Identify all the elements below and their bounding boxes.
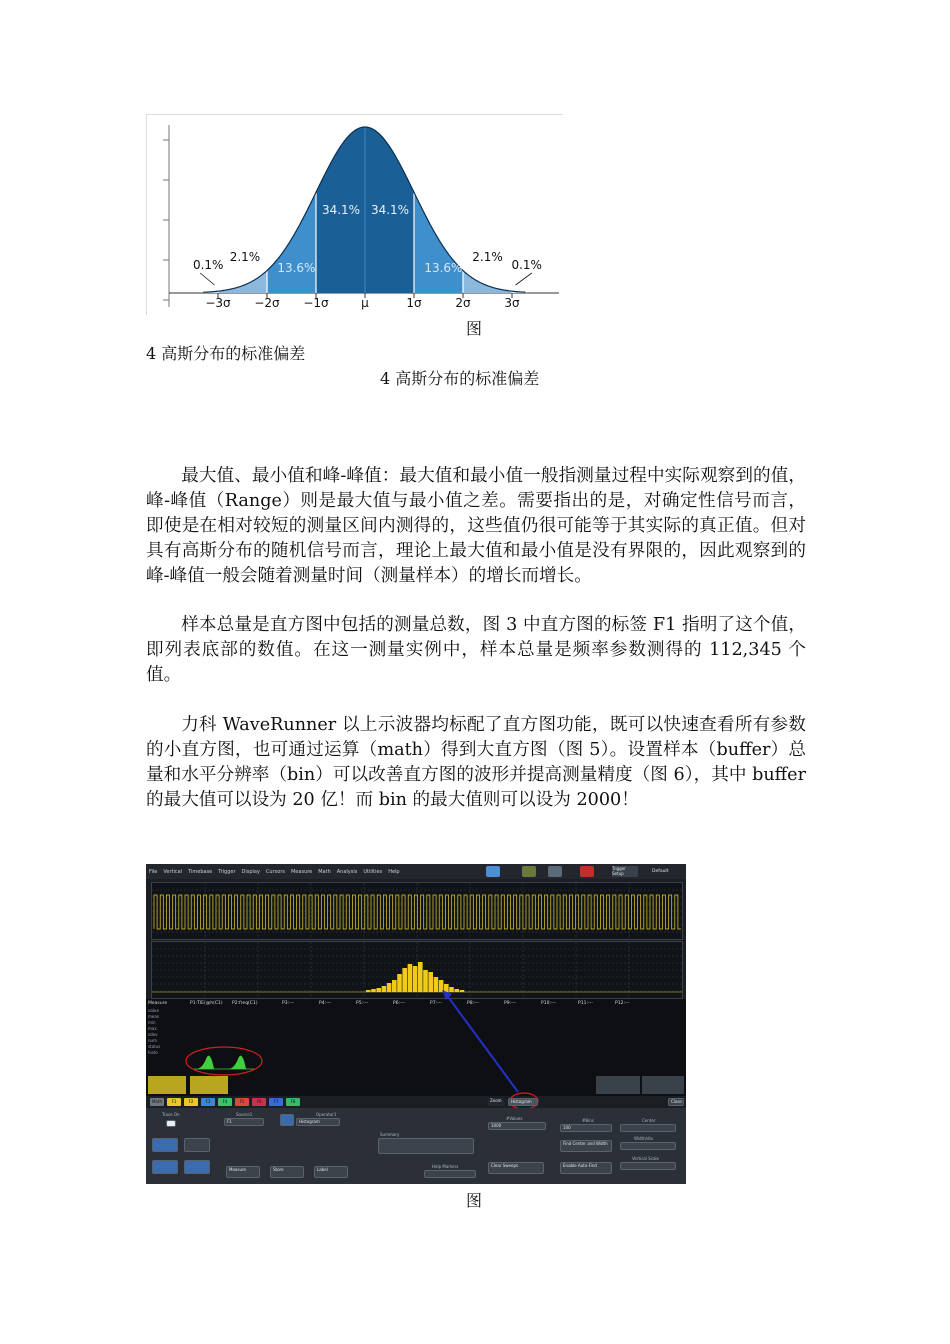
x-tick-label: −1σ	[303, 296, 329, 310]
math-web-edit-icon[interactable]	[184, 1160, 210, 1174]
gaussian-chart	[147, 115, 563, 315]
source1-field[interactable]: F1	[224, 1118, 264, 1126]
find-center-button[interactable]: Find Center and Width	[560, 1140, 612, 1152]
figure4-caption-mark: 图	[466, 319, 483, 338]
operator1-field[interactable]: Histogram	[296, 1118, 340, 1126]
measure-slot[interactable]: P4:---	[319, 1001, 331, 1006]
center-label: Center	[642, 1118, 656, 1123]
operator1-label: Operator1	[316, 1112, 337, 1117]
buffer-label: #Values	[506, 1116, 523, 1121]
math-dual-icon[interactable]	[184, 1138, 210, 1152]
x-tick-label: 2σ	[455, 296, 471, 310]
clear-sweeps-button[interactable]: Clear Sweeps	[488, 1162, 544, 1174]
paragraph-extremes: 最大值、最小值和峰-峰值：最大值和最小值一般指测量过程中实际观察到的值，峰-峰值（Range）则是最大值与最小值之差。需要指出的是，对确定性信号而言，即使是在相对较短的测量区间内测得的，这些值仍很可能等于其实际的真正值。但对具有高斯分布的随机信号而言，理论上最大值和最小值是没有界限的，因此观察到的峰-峰值一般会随着测量时间（测量样本）的增长而增长。	[146, 466, 806, 586]
x-tick-label: 3σ	[504, 296, 520, 310]
math-single-icon[interactable]	[152, 1138, 178, 1152]
menu-item-utilities[interactable]: Utilities	[363, 868, 383, 875]
summary-label: Summary	[380, 1132, 400, 1137]
width-div-field[interactable]	[620, 1142, 676, 1150]
vertical-scale-label: Vertical Scale	[632, 1156, 660, 1161]
trace-on-checkbox[interactable]	[166, 1120, 176, 1127]
histogram-tab[interactable]: Histogram	[508, 1098, 538, 1106]
math-tab-f5[interactable]: F5	[235, 1098, 249, 1106]
histogram-control-panel	[146, 1108, 686, 1184]
summary-box	[378, 1138, 474, 1154]
measure-row-label: value	[148, 1008, 159, 1013]
measure-slot[interactable]: P10:---	[541, 1001, 556, 1006]
menu-item-vertical[interactable]: Vertical	[163, 868, 183, 875]
math-tab-f2[interactable]: F2	[184, 1098, 198, 1106]
help-markers-field[interactable]	[424, 1170, 476, 1178]
help-markers-label: Help Markers	[432, 1164, 459, 1169]
measure-row-label: histo	[148, 1050, 158, 1055]
x-tick-label: 1σ	[406, 296, 422, 310]
math-graph-icon[interactable]	[152, 1160, 178, 1174]
measure-row-label: mean	[148, 1014, 160, 1019]
math-tab-f8[interactable]: F8	[286, 1098, 300, 1106]
tail-leader	[516, 273, 532, 285]
paragraph-sample-count: 样本总量是直方图中包括的测量总数，图 3 中直方图的标签 F1 指明了这个值，即列表底部的数值。在这一测量实例中，样本总量是频率参数测得的 112,345 个值。	[146, 615, 806, 685]
measure-slot[interactable]: P8:---	[467, 1001, 479, 1006]
paragraph-waverunner: 力科 WaveRunner 以上示波器均标配了直方图功能，既可以快速查看所有参数的小直方图，也可通过运算（math）得到大直方图（图 5）。设置样本（buffer）总量和水平分辨率（bin）可以改善直方图的波形并提高测量精度（图 6），其中 buffer 的最大值可以设为 20 亿！而 bin 的最大值则可以设为 2000！	[146, 715, 806, 810]
measure-header: Measure	[148, 1001, 168, 1006]
measure-slot[interactable]: P9:---	[504, 1001, 516, 1006]
measure-row-label: num	[148, 1038, 157, 1043]
region-label-0: 34.1%	[321, 203, 361, 217]
oscilloscope-screenshot	[146, 864, 686, 1184]
math-tab-f3[interactable]: F3	[201, 1098, 215, 1106]
x-tick-label: −3σ	[205, 296, 231, 310]
histogram-operator-icon[interactable]	[280, 1114, 294, 1126]
measure-p2[interactable]: P2:freq(C1)	[232, 1001, 258, 1006]
region-label-4: 2.1%	[229, 250, 261, 264]
tail-leader	[200, 273, 214, 285]
menu-item-file[interactable]: File	[149, 868, 158, 875]
menu-item-analysis[interactable]: Analysis	[336, 868, 358, 875]
trigger-setup-button[interactable]: Trigger Setup	[612, 866, 638, 877]
width-div-label: Width/div	[634, 1136, 653, 1141]
gaussian-figure	[146, 114, 563, 315]
buffer-field[interactable]: 1000	[488, 1122, 546, 1130]
math-tab-math[interactable]: Math	[151, 1099, 162, 1104]
measure-row-label: status	[148, 1044, 161, 1049]
region-label-3: 13.6%	[424, 261, 463, 275]
measure-row-label: sdev	[148, 1032, 158, 1037]
measure-row-label: max	[148, 1026, 157, 1031]
math-tab-f7[interactable]: F7	[269, 1098, 283, 1106]
region-label-2: 13.6%	[277, 261, 316, 275]
figure4-caption-line2: 4 高斯分布的标准偏差	[380, 369, 540, 388]
source1-label: Source1	[236, 1112, 253, 1117]
region-label-1: 34.1%	[370, 203, 410, 217]
enable-autofind-checkbox[interactable]: Enable Auto-Find	[560, 1162, 612, 1174]
vertical-scale-field[interactable]	[620, 1162, 676, 1170]
menu-item-timebase[interactable]: Timebase	[188, 868, 213, 875]
math-tab-f4[interactable]: F4	[218, 1098, 232, 1106]
measure-row-label: min	[148, 1020, 156, 1025]
zoom-tab[interactable]: Zoom	[488, 1098, 504, 1106]
region-label-7: 0.1%	[511, 258, 542, 272]
store-button[interactable]: Store	[270, 1166, 304, 1178]
measure-button[interactable]: Measure	[226, 1166, 260, 1178]
measure-p1[interactable]: P1:TIE(@h(C1)	[190, 1001, 223, 1006]
trace-on-label: Trace On	[162, 1112, 180, 1117]
x-tick-label: −2σ	[254, 296, 280, 310]
math-tab-f1[interactable]: F1	[167, 1098, 181, 1106]
region-label-6: 0.1%	[192, 258, 224, 272]
menu-item-trigger[interactable]: Trigger	[218, 868, 236, 875]
close-button[interactable]: Close	[668, 1098, 684, 1106]
measure-slot[interactable]: P12:---	[615, 1001, 630, 1006]
menu-item-math[interactable]: Math	[318, 868, 331, 875]
bins-field[interactable]: 100	[560, 1124, 612, 1132]
measure-slot[interactable]: P5:---	[356, 1001, 368, 1006]
measure-slot[interactable]: P6:---	[393, 1001, 405, 1006]
menu-item-display[interactable]: Display	[241, 868, 260, 875]
menu-item-measure[interactable]: Measure	[290, 868, 313, 875]
default-label[interactable]: Default	[652, 869, 669, 874]
label-button[interactable]: Label	[314, 1166, 348, 1178]
center-field[interactable]	[620, 1124, 676, 1132]
measure-slot[interactable]: P11:---	[578, 1001, 593, 1006]
figure5-caption-mark: 图	[466, 1191, 483, 1210]
figure4-caption-line1: 4 高斯分布的标准偏差	[146, 344, 306, 363]
menu-item-help[interactable]: Help	[388, 868, 400, 875]
measure-slot[interactable]: P3:---	[282, 1001, 294, 1006]
math-tab-f6[interactable]: F6	[252, 1098, 266, 1106]
region-label-5: 2.1%	[472, 250, 503, 264]
x-tick-label: μ	[361, 296, 369, 310]
menu-item-cursors[interactable]: Cursors	[265, 868, 285, 875]
measure-slot[interactable]: P7:---	[430, 1001, 442, 1006]
bins-label: #Bins	[582, 1118, 594, 1123]
